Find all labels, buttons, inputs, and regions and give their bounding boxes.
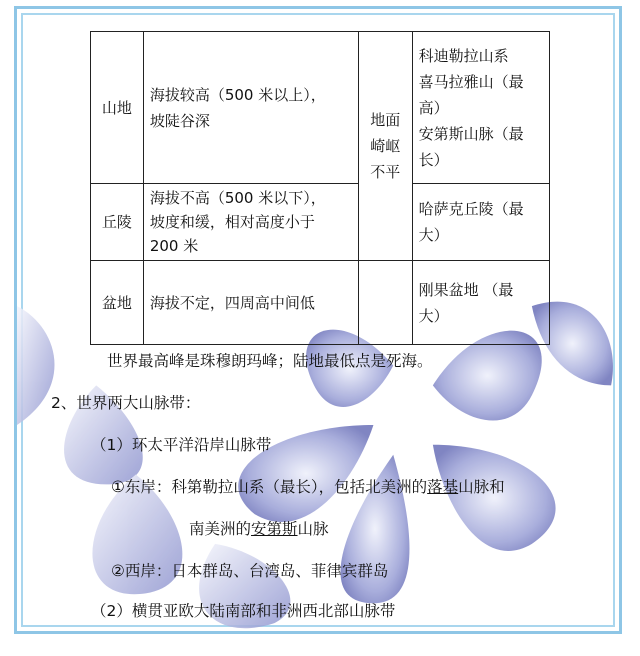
row-features <box>143 261 358 345</box>
example-line: 大） <box>418 306 449 325</box>
section-heading: 2、世界两大山脉带： <box>51 394 201 412</box>
feature-line: 200 米 <box>149 237 199 255</box>
example-line: 科迪勒拉山系 <box>418 46 509 65</box>
landform-table <box>90 31 550 345</box>
east-coast-line <box>111 475 505 497</box>
feature-line: 海拔不高（500 米以下）， <box>149 189 326 207</box>
row-name: 山地 <box>91 32 144 184</box>
subsection-1: （1）环太平洋沿岸山脉带 <box>91 436 272 454</box>
example-line: 大） <box>418 226 449 244</box>
feature-line: 海拔不定，四周高中间低 <box>149 293 315 312</box>
highest-lowest-note: 世界最高峰是珠穆朗玛峰；陆地最低点是死海。 <box>107 352 433 370</box>
row-features <box>143 32 358 184</box>
table-row <box>91 184 550 261</box>
example-line: 安第斯山脉（最 <box>418 124 524 143</box>
south-america-text: 南美洲的 <box>189 520 252 538</box>
table-row <box>91 261 550 345</box>
feature-line: 坡陡谷深 <box>149 111 210 130</box>
feature-line: 海拔较高（500 米以上）， <box>149 85 326 104</box>
example-line: 哈萨克丘陵（最 <box>418 200 524 218</box>
west-coast-line: ②西岸：日本群岛、台湾岛、菲律宾群岛 <box>111 562 389 580</box>
example-line: 高） <box>418 98 449 117</box>
row-examples <box>412 261 549 345</box>
row-features <box>143 184 358 261</box>
rocky-mountains: 落基 <box>427 478 459 496</box>
south-america-tail: 山脉 <box>297 520 329 538</box>
example-line: 喜马拉雅山（最 <box>418 72 524 91</box>
east-coast-tail: 山脉和 <box>458 478 505 496</box>
row-examples <box>412 184 549 261</box>
south-america-line <box>189 517 329 539</box>
page-frame <box>14 6 622 634</box>
row-examples <box>412 32 549 184</box>
common-feature <box>358 32 412 261</box>
row-name: 丘陵 <box>91 184 144 261</box>
example-line: 长） <box>418 150 449 169</box>
example-line: 刚果盆地 （最 <box>418 280 514 299</box>
row-name: 盆地 <box>91 261 144 345</box>
common-line: 不平 <box>370 163 401 181</box>
andes: 安第斯 <box>251 520 298 538</box>
feature-line: 坡度和缓，相对高度小于 <box>149 213 315 231</box>
subsection-2: （2）横贯亚欧大陆南部和非洲西北部山脉带 <box>91 602 396 620</box>
common-line: 地面 <box>370 111 401 129</box>
common-line: 崎岖 <box>370 137 401 155</box>
east-coast-text: ①东岸：科第勒拉山系（最长），包括北美洲的 <box>111 478 428 496</box>
table-row <box>91 32 550 184</box>
empty-cell <box>358 261 412 345</box>
